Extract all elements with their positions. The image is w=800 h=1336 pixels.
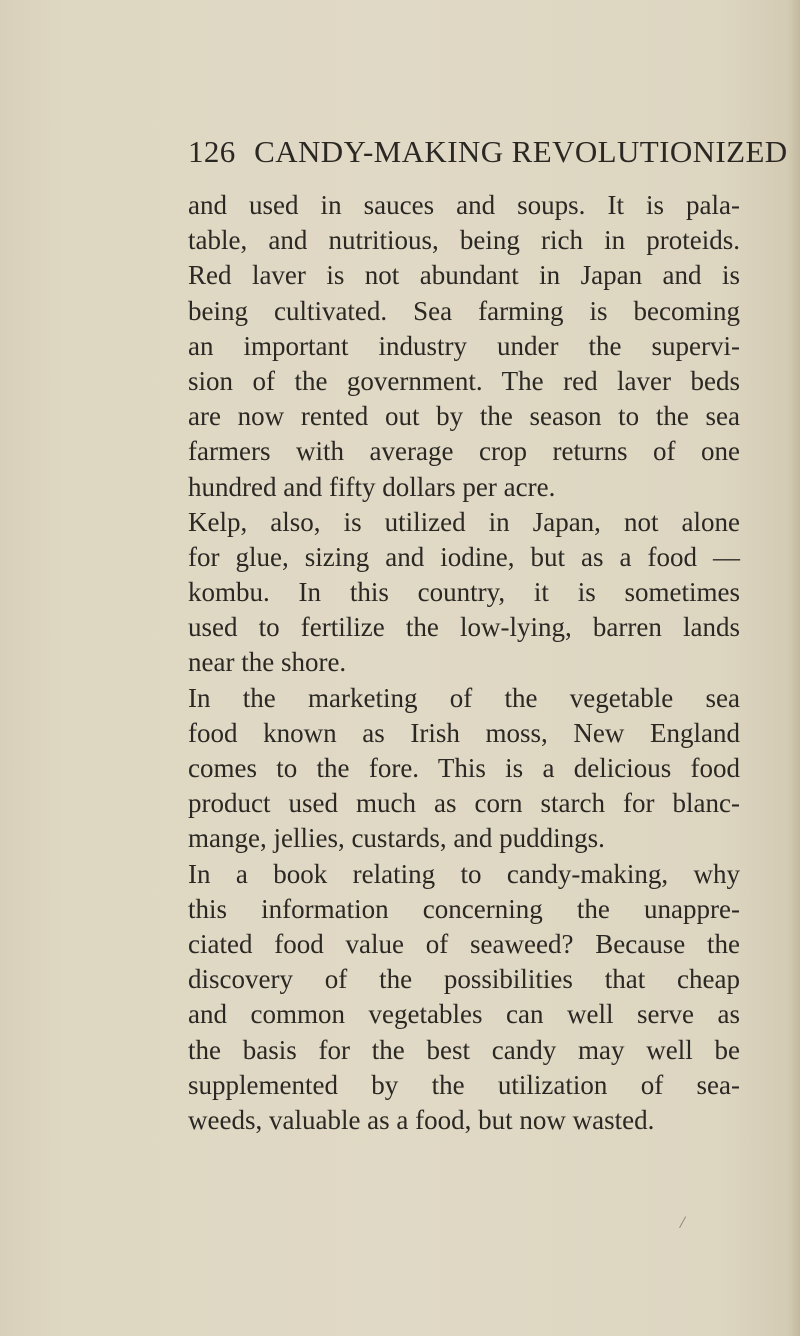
text-line: table, and nutritious, being rich in proteids. — [188, 225, 740, 256]
text-line: supplemented by the utilization of sea- — [188, 1069, 740, 1100]
stray-pencil-mark-icon: / — [678, 1211, 687, 1233]
text-line: the basis for the best candy may well be — [188, 1034, 740, 1065]
text-line: are now rented out by the season to the sea — [188, 401, 740, 432]
text-line: farmers with average crop returns of one — [188, 436, 740, 467]
text-line: sion of the government. The red laver beds — [188, 365, 740, 396]
paragraph-end-line: weeds, valuable as a food, but now wasted. — [188, 1104, 655, 1135]
paragraph-start-line: In the marketing of the vegetable sea — [188, 682, 740, 713]
text-line: used to fertilize the low-lying, barren lands — [188, 612, 740, 643]
page-edge-shadow — [788, 0, 800, 1336]
text-line: comes to the fore. This is a delicious food — [188, 753, 740, 783]
text-line: and common vegetables can well serve as — [188, 999, 740, 1030]
text-line: discovery of the possibilities that cheap — [188, 964, 740, 995]
text-line: food known as Irish moss, New England — [188, 717, 740, 748]
running-title: CANDY-MAKING REVOLUTIONIZED — [254, 134, 788, 169]
text-line: an important industry under the supervi- — [188, 330, 740, 361]
paragraph-start-line: In a book relating to candy-making, why — [188, 858, 740, 889]
text-line: product used much as corn starch for blanc- — [188, 788, 740, 819]
text-line: kombu. In this country, it is sometimes — [188, 577, 740, 608]
text-line: and used in sauces and soups. It is pala- — [188, 190, 740, 220]
page-number: 126 — [188, 134, 236, 169]
paragraph-start-line: Kelp, also, is utilized in Japan, not alone — [188, 506, 740, 537]
text-line: Red laver is not abundant in Japan and is — [188, 260, 740, 291]
text-line: for glue, sizing and iodine, but as a food — — [188, 541, 740, 572]
paragraph-end-line: mange, jellies, custards, and puddings. — [188, 823, 605, 854]
paragraph-end-line: near the shore. — [188, 647, 347, 678]
paragraph-end-line: hundred and fifty dollars per acre. — [188, 471, 556, 502]
running-head — [188, 134, 788, 174]
body-text — [188, 188, 740, 1138]
text-line: being cultivated. Sea farming is becoming — [188, 295, 740, 326]
text-line: this information concerning the unappre- — [188, 893, 740, 924]
text-line: ciated food value of seaweed? Because the — [188, 928, 740, 959]
